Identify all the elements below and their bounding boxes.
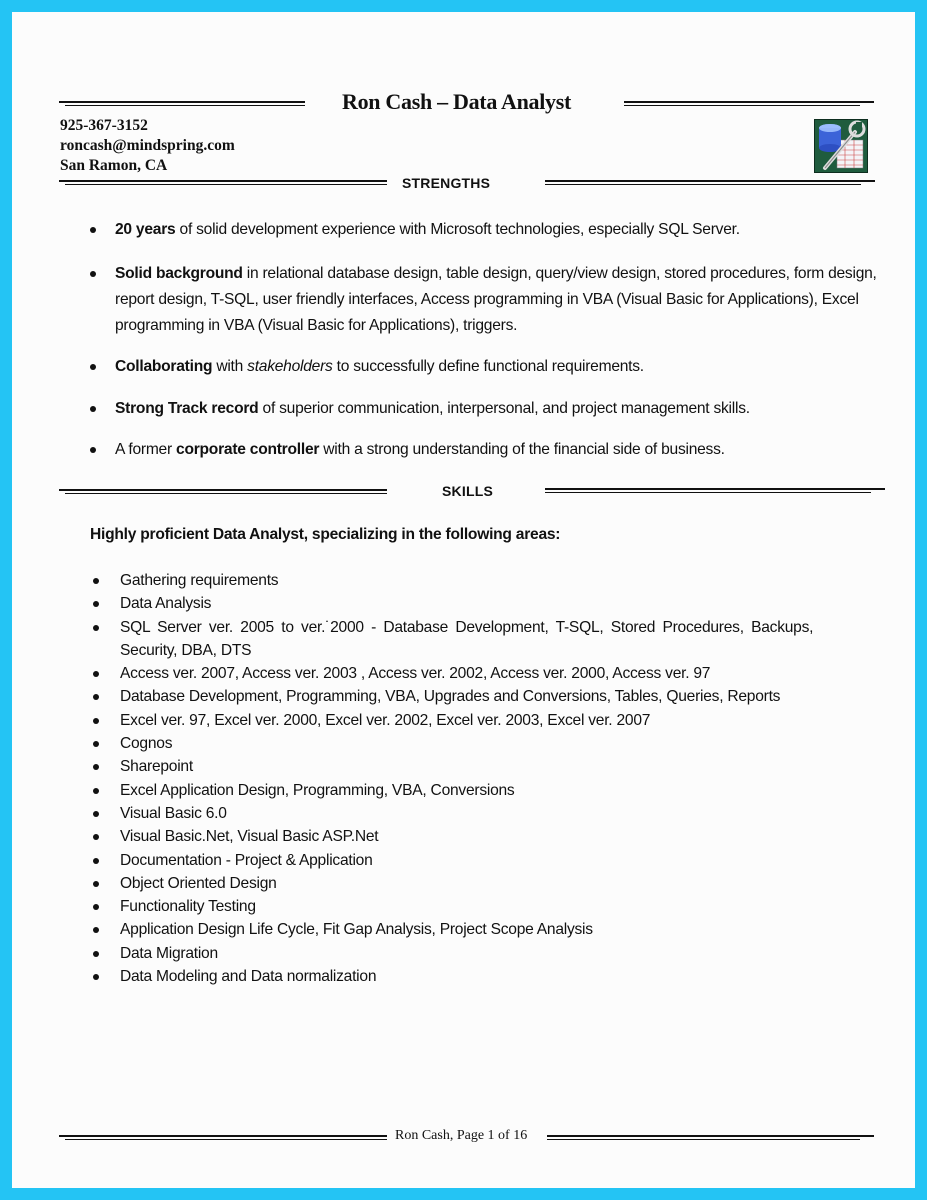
bullet-icon bbox=[93, 834, 99, 840]
skill-text: Functionality Testing bbox=[120, 898, 256, 916]
bullet-icon bbox=[90, 406, 96, 412]
strength-emphasis: stakeholders bbox=[247, 358, 333, 375]
strength-text: to successfully define functional requirements. bbox=[332, 358, 644, 375]
bullet-icon bbox=[93, 625, 99, 631]
skill-list-item bbox=[90, 709, 890, 732]
strength-highlight: Strong Track record bbox=[115, 400, 259, 417]
skill-list-item bbox=[90, 662, 890, 685]
footer-page-label: Ron Cash, Page 1 of 16 bbox=[395, 1128, 528, 1143]
bullet-icon bbox=[93, 764, 99, 770]
skills-heading: SKILLS bbox=[442, 483, 493, 499]
bullet-icon bbox=[93, 811, 99, 817]
strength-item bbox=[115, 437, 895, 463]
bullet-icon bbox=[93, 788, 99, 794]
skill-list-item bbox=[90, 685, 890, 708]
contact-block bbox=[60, 116, 235, 176]
contact-location: San Ramon, CA bbox=[60, 157, 168, 174]
skill-list-item bbox=[90, 639, 890, 662]
skill-list-item bbox=[90, 942, 890, 965]
skill-text: Gathering requirements bbox=[120, 572, 279, 589]
skill-text: Data Modeling and Data normalization bbox=[120, 968, 377, 986]
skill-text: Security, DBA, DTS bbox=[120, 641, 252, 659]
strength-item bbox=[115, 217, 895, 243]
bullet-icon bbox=[90, 227, 96, 233]
title-rule-left bbox=[59, 101, 305, 107]
database-wrench-spreadsheet-icon bbox=[814, 119, 868, 173]
skill-text: Visual Basic 6.0 bbox=[120, 804, 227, 822]
footer-rule-right bbox=[547, 1135, 874, 1141]
skill-list-item bbox=[90, 895, 890, 918]
strength-text: A former bbox=[115, 441, 177, 458]
skill-text: Excel Application Design, Programming, VBA, Conversions bbox=[120, 781, 515, 799]
strength-item bbox=[115, 354, 895, 380]
skill-list-item bbox=[90, 849, 890, 872]
strength-text: in relational database design, table design, query/view design, stored procedures, form design, report design, T-SQL, user friendly interfaces, Access programming in VBA (Visual Basic for Applications), Excel programming in VBA (Visual Basic for Applications), triggers. bbox=[115, 265, 877, 334]
bullet-icon bbox=[93, 718, 99, 724]
resume-page bbox=[12, 12, 915, 1188]
strength-item bbox=[115, 396, 895, 422]
bullet-icon bbox=[93, 601, 99, 607]
skill-list-item bbox=[90, 732, 890, 755]
bullet-icon bbox=[90, 364, 96, 370]
skill-list-item bbox=[90, 755, 890, 778]
bullet-icon bbox=[90, 447, 96, 453]
contact-email: roncash@mindspring.com bbox=[60, 137, 235, 154]
skills-intro: Highly proficient Data Analyst, specializing in the following areas: bbox=[90, 526, 561, 543]
strength-highlight: Solid background bbox=[115, 265, 243, 282]
skill-text: Documentation - Project & Application bbox=[120, 851, 373, 869]
strength-text: of superior communication, interpersonal, and project management skills. bbox=[258, 400, 750, 417]
strengths-heading: STRENGTHS bbox=[402, 175, 491, 191]
bullet-icon bbox=[93, 881, 99, 887]
strength-text: with a strong understanding of the financial side of business. bbox=[319, 441, 725, 458]
strengths-rule-right bbox=[545, 180, 875, 186]
skill-text: Excel ver. 97, Excel ver. 2000, Excel ver. 2002, Excel ver. 2003, Excel ver. 2007 bbox=[120, 711, 651, 729]
skill-text: Data Migration bbox=[120, 944, 218, 962]
bullet-icon bbox=[93, 671, 99, 677]
skill-list-item bbox=[90, 918, 890, 941]
skill-text: SQL Server ver. 2005 to ver.˙2000 - Database Development, T-SQL, Stored Procedures, Backups, bbox=[120, 618, 814, 636]
strength-highlight: 20 years bbox=[115, 221, 176, 238]
skill-text: Object Oriented Design bbox=[120, 874, 277, 892]
bullet-icon bbox=[90, 271, 96, 277]
strength-text: with bbox=[212, 358, 248, 375]
strength-item bbox=[115, 261, 885, 339]
strength-highlight: Collaborating bbox=[115, 358, 213, 375]
skill-text: Sharepoint bbox=[120, 758, 193, 776]
skill-list-item bbox=[90, 802, 890, 825]
skill-list-item bbox=[90, 592, 890, 615]
page-title: Ron Cash – Data Analyst bbox=[342, 89, 572, 114]
skill-text: Database Development, Programming, VBA, Upgrades and Conversions, Tables, Queries, Reports bbox=[120, 688, 781, 706]
skill-list-item bbox=[90, 825, 890, 848]
footer-rule-left bbox=[59, 1135, 387, 1141]
strength-text: of solid development experience with Microsoft technologies, especially SQL Server. bbox=[175, 221, 740, 238]
bullet-icon bbox=[93, 951, 99, 957]
bullet-icon bbox=[93, 904, 99, 910]
contact-phone: 925-367-3152 bbox=[60, 117, 148, 134]
strengths-rule-left bbox=[59, 180, 387, 186]
title-rule-right bbox=[624, 101, 874, 107]
strength-highlight: corporate controller bbox=[176, 441, 320, 458]
bullet-icon bbox=[93, 974, 99, 980]
skills-rule-right bbox=[545, 488, 885, 494]
bullet-icon bbox=[93, 858, 99, 864]
skill-list-item bbox=[90, 569, 890, 592]
skills-rule-left bbox=[59, 489, 387, 495]
skill-text: Cognos bbox=[120, 735, 173, 753]
skill-text: Application Design Life Cycle, Fit Gap Analysis, Project Scope Analysis bbox=[120, 921, 593, 939]
skill-list-item bbox=[90, 965, 890, 988]
skill-list-item bbox=[90, 872, 890, 895]
bullet-icon bbox=[93, 741, 99, 747]
skill-text: Data Analysis bbox=[120, 595, 212, 613]
skill-text: Access ver. 2007, Access ver. 2003 , Access ver. 2002, Access ver. 2000, Access ver. 97 bbox=[120, 665, 711, 683]
bullet-icon bbox=[93, 578, 99, 584]
skill-text: Visual Basic.Net, Visual Basic ASP.Net bbox=[120, 828, 379, 846]
skill-list-item bbox=[90, 616, 890, 639]
skill-list-item bbox=[90, 779, 890, 802]
bullet-icon bbox=[93, 927, 99, 933]
bullet-icon bbox=[93, 694, 99, 700]
skills-list bbox=[90, 569, 890, 988]
